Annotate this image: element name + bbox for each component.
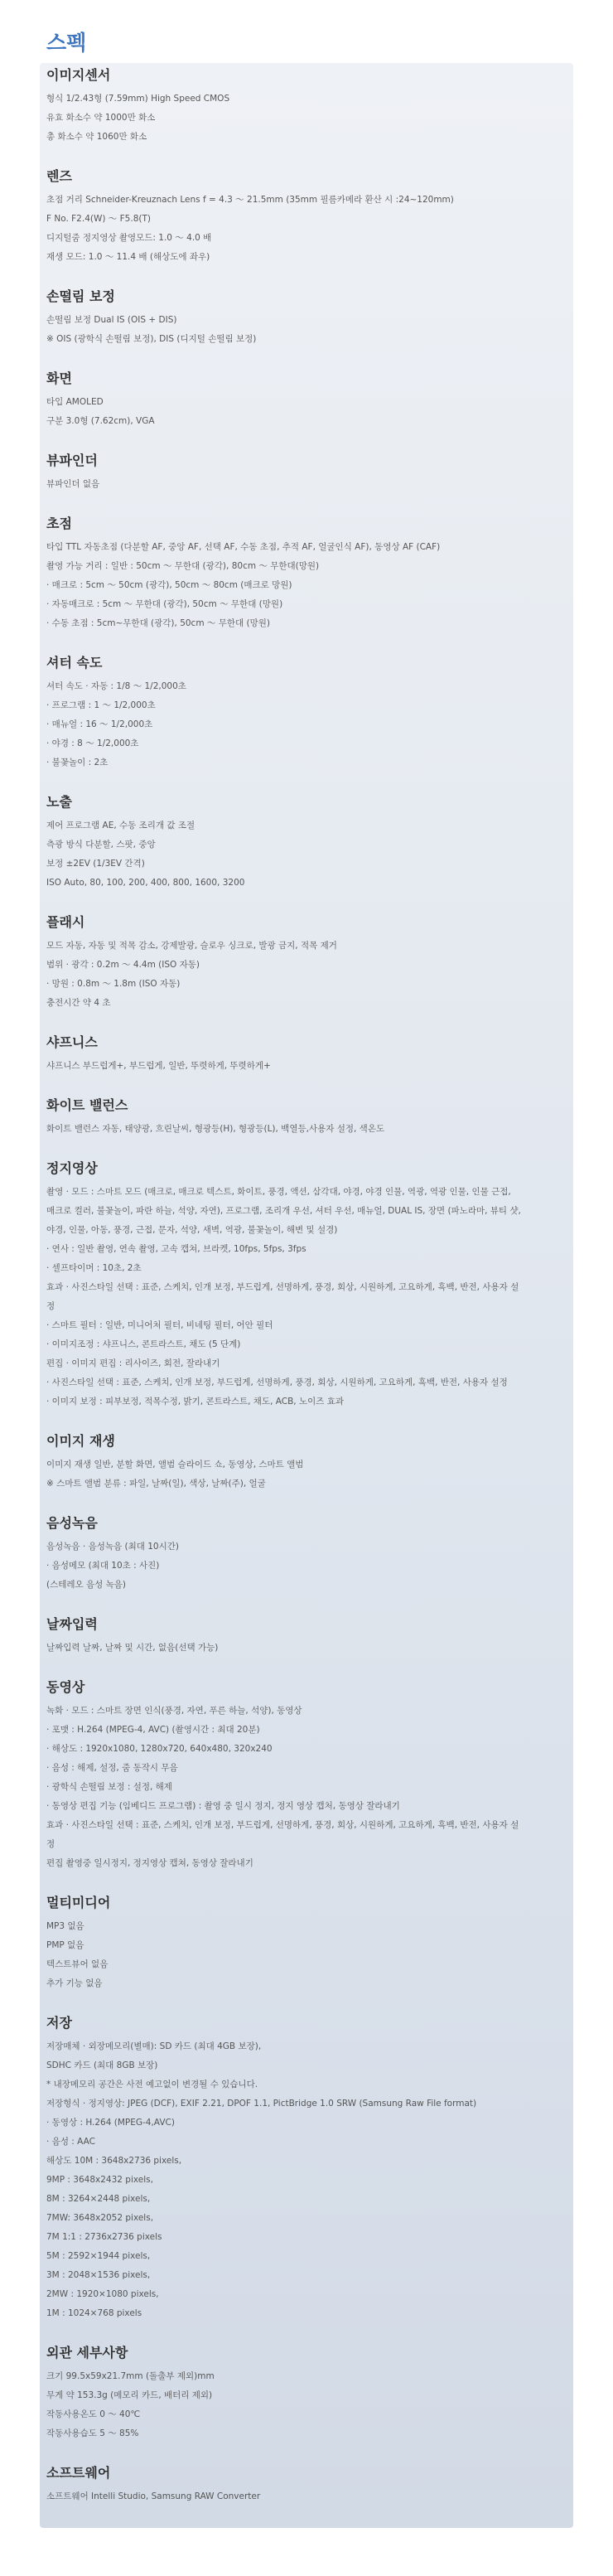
spec-line: 모드 자동, 자동 및 적목 감소, 강제발광, 슬로우 싱크로, 발광 금지, 적목 제거 bbox=[46, 941, 337, 951]
section-title: 동영상 bbox=[46, 1679, 85, 1695]
spec-line: · 포맷 : H.264 (MPEG-4, AVC) (촬영시간 : 최대 20분) bbox=[46, 1725, 260, 1735]
spec-line: · 이미지조정 : 샤프니스, 콘트라스트, 채도 (5 단계) bbox=[46, 1339, 241, 1349]
section-title: 이미지 재생 bbox=[46, 1433, 115, 1449]
section-title: 날짜입력 bbox=[46, 1616, 98, 1632]
spec-section bbox=[46, 2014, 565, 2323]
spec-line: 촬영 가능 거리 : 일반 : 50cm ～ 무한대 (광각), 80cm ～ 무한대(망원) bbox=[46, 561, 320, 571]
spec-line: (스테레오 음성 녹음) bbox=[46, 1580, 127, 1590]
spec-line: SDHC 카드 (최대 8GB 보장) bbox=[46, 2060, 158, 2070]
spec-section bbox=[46, 1615, 565, 1658]
spec-line: F No. F2.4(W) ～ F5.8(T) bbox=[46, 214, 151, 224]
spec-line: · 스마트 필터 : 일반, 미니어처 필터, 비네팅 필터, 어안 필터 bbox=[46, 1320, 273, 1330]
section-title: 이미지센서 bbox=[46, 67, 111, 83]
spec-line: 총 화소수 약 1060만 화소 bbox=[46, 132, 147, 142]
spec-line: * 내장메모리 공간은 사전 예고없이 변경될 수 있습니다. bbox=[46, 2080, 258, 2089]
spec-line: 초점 거리 Schneider-Kreuznach Lens f = 4.3 ～ 21.5mm (35mm 필름카메라 환산 시 :24~120mm) bbox=[46, 195, 454, 205]
section-title: 렌즈 bbox=[46, 168, 72, 184]
spec-line: · 자동매크로 : 5cm ～ 무한대 (광각), 50cm ～ 무한대 (망원) bbox=[46, 599, 283, 609]
spec-line: 편집 촬영중 일시정지, 정지영상 캡쳐, 동영상 잘라내기 bbox=[46, 1858, 253, 1868]
section-title: 소프트웨어 bbox=[46, 2465, 111, 2481]
spec-section bbox=[46, 1097, 565, 1139]
spec-line: 매크로 컬러, 불꽃놀이, 파란 하늘, 석양, 자연), 프로그램, 조리개 우선, 셔터 우선, 매뉴얼, DUAL IS, 장면 (파노라마, 뷰티 샷, bbox=[46, 1206, 521, 1216]
spec-section bbox=[46, 66, 565, 147]
section-title: 외관 세부사항 bbox=[46, 2345, 128, 2361]
spec-line: 정 bbox=[46, 1839, 56, 1849]
spec-line: 저장형식 · 정지영상: JPEG (DCF), EXIF 2.21, DPOF 1.1, PictBridge 1.0 SRW (Samsung Raw File format) bbox=[46, 2099, 477, 2109]
spec-line: 효과 · 사진스타일 선택 : 표준, 스케치, 인개 보정, 부드럽게, 선명하게, 풍경, 회상, 시원하게, 고요하게, 흑백, 반전, 사용자 설 bbox=[46, 1820, 519, 1830]
spec-section bbox=[46, 2344, 565, 2443]
spec-line: 구분 3.0형 (7.62cm), VGA bbox=[46, 416, 155, 426]
section-title: 플래시 bbox=[46, 914, 85, 930]
spec-line: 1M : 1024×768 pixels bbox=[46, 2308, 142, 2318]
spec-line: ※ 스마트 앨범 분류 : 파일, 날짜(일), 색상, 날짜(주), 얼굴 bbox=[46, 1479, 266, 1489]
spec-line: 2MW : 1920×1080 pixels, bbox=[46, 2289, 159, 2299]
spec-line: 녹화 · 모드 : 스마트 장면 인식(풍경, 자연, 푸른 하늘, 석양), 동영상 bbox=[46, 1706, 302, 1716]
section-title: 노출 bbox=[46, 794, 72, 810]
spec-panel bbox=[40, 63, 573, 2528]
spec-line: · 음성 : AAC bbox=[46, 2137, 95, 2147]
section-title: 음성녹음 bbox=[46, 1515, 98, 1531]
spec-line: 야경, 인물, 아동, 풍경, 근접, 문자, 석양, 새벽, 역광, 불꽃놀이, 해변 및 설경) bbox=[46, 1225, 338, 1235]
spec-section bbox=[46, 1034, 565, 1076]
section-title: 뷰파인더 bbox=[46, 453, 98, 468]
spec-line: 추가 기능 없음 bbox=[46, 1978, 103, 1988]
spec-line: 타입 TTL 자동초점 (다분할 AF, 중앙 AF, 선택 AF, 수동 초점, 추적 AF, 얼굴인식 AF), 동영상 AF (CAF) bbox=[46, 542, 441, 552]
spec-section bbox=[46, 452, 565, 494]
spec-line: · 이미지 보정 : 피부보정, 적목수정, 밝기, 콘트라스트, 채도, ACB, 노이즈 효과 bbox=[46, 1397, 345, 1407]
spec-line: 범위 · 광각 : 0.2m ～ 4.4m (ISO 자동) bbox=[46, 960, 200, 970]
spec-line: · 망원 : 0.8m ～ 1.8m (ISO 자동) bbox=[46, 979, 181, 989]
spec-section bbox=[46, 288, 565, 349]
spec-line: 7MW: 3648x2052 pixels, bbox=[46, 2213, 154, 2223]
spec-line: 화이트 밸런스 자동, 태양광, 흐린날씨, 형광등(H), 형광등(L), 백열등,사용자 설정, 색온도 bbox=[46, 1124, 385, 1134]
section-title: 샤프니스 bbox=[46, 1034, 98, 1050]
spec-line: 소프트웨어 Intelli Studio, Samsung RAW Converter bbox=[46, 2491, 261, 2501]
section-title: 화이트 밸런스 bbox=[46, 1097, 128, 1113]
spec-line: ISO Auto, 80, 100, 200, 400, 800, 1600, 3200 bbox=[46, 878, 245, 888]
spec-line: 효과 · 사진스타일 선택 : 표준, 스케치, 인개 보정, 부드럽게, 선명하게, 풍경, 회상, 시원하게, 고요하게, 흑백, 반전, 사용자 설 bbox=[46, 1282, 519, 1292]
spec-line: PMP 없음 bbox=[46, 1940, 84, 1950]
spec-line: 음성녹음 · 음성녹음 (최대 10시간) bbox=[46, 1542, 179, 1552]
spec-line: 날짜입력 날짜, 날짜 및 시간, 없음(선택 가능) bbox=[46, 1643, 219, 1653]
spec-section bbox=[46, 1432, 565, 1494]
spec-line: 작동사용온도 0 ～ 40℃ bbox=[46, 2409, 141, 2419]
spec-line: · 셀프타이머 : 10초, 2초 bbox=[46, 1263, 142, 1273]
spec-line: 텍스트뷰어 없음 bbox=[46, 1959, 109, 1969]
spec-line: 보정 ±2EV (1/3EV 간격) bbox=[46, 859, 145, 869]
page-title: 스펙 bbox=[46, 31, 87, 55]
spec-section bbox=[46, 1160, 565, 1411]
spec-line: 9MP : 3648x2432 pixels, bbox=[46, 2175, 153, 2185]
spec-line: 저장매체 · 외장메모리(별매): SD 카드 (최대 4GB 보장), bbox=[46, 2041, 262, 2051]
spec-line: · 사진스타일 선택 : 표준, 스케치, 인개 보정, 부드럽게, 선명하게, 풍경, 회상, 시원하게, 고요하게, 흑백, 반전, 사용자 설정 bbox=[46, 1378, 508, 1387]
spec-line: 무게 약 153.3g (메모리 카드, 배터리 제외) bbox=[46, 2390, 213, 2400]
section-title: 멀티미디어 bbox=[46, 1895, 111, 1910]
section-title: 저장 bbox=[46, 2015, 72, 2031]
spec-line: 편집 · 이미지 편집 : 리사이즈, 회전, 잘라내기 bbox=[46, 1358, 220, 1368]
spec-line: 디지털줌 정지영상 촬영모드: 1.0 ～ 4.0 배 bbox=[46, 233, 212, 243]
spec-line: 촬영 · 모드 : 스마트 모드 (매크로, 매크로 텍스트, 화이트, 풍경, 액션, 삼각대, 야경, 야경 인물, 역광, 역광 인물, 인물 근접, bbox=[46, 1187, 511, 1197]
spec-line: · 해상도 : 1920x1080, 1280x720, 640x480, 320x240 bbox=[46, 1744, 273, 1754]
spec-line: · 매크로 : 5cm ～ 50cm (광각), 50cm ～ 80cm (매크로 망원) bbox=[46, 580, 292, 590]
spec-line: 크기 99.5x59x21.7mm (돌출부 제외)mm bbox=[46, 2371, 215, 2381]
section-title: 정지영상 bbox=[46, 1160, 98, 1176]
spec-line: 정 bbox=[46, 1301, 56, 1311]
spec-section bbox=[46, 1678, 565, 1873]
spec-line: · 프로그램 : 1 ～ 1/2,000초 bbox=[46, 700, 156, 710]
spec-line: 손떨림 보정 Dual IS (OIS + DIS) bbox=[46, 315, 177, 325]
spec-line: 3M : 2048×1536 pixels, bbox=[46, 2270, 151, 2280]
spec-section bbox=[46, 2464, 565, 2506]
spec-line: 제어 프로그램 AE, 수동 조리개 값 조절 bbox=[46, 821, 195, 830]
spec-line: · 야경 : 8 ～ 1/2,000초 bbox=[46, 738, 139, 748]
spec-line: 해상도 10M : 3648x2736 pixels, bbox=[46, 2156, 182, 2166]
section-title: 화면 bbox=[46, 370, 72, 386]
spec-section bbox=[46, 1894, 565, 1993]
spec-line: 뷰파인더 없음 bbox=[46, 479, 100, 489]
spec-line: 측광 방식 다분할, 스팟, 중앙 bbox=[46, 840, 156, 850]
spec-line: · 불꽃놀이 : 2초 bbox=[46, 758, 109, 767]
spec-section bbox=[46, 913, 565, 1013]
spec-line: 작동사용습도 5 ～ 85% bbox=[46, 2428, 139, 2438]
spec-line: 형식 1/2.43형 (7.59mm) High Speed CMOS bbox=[46, 94, 230, 104]
spec-line: 타입 AMOLED bbox=[46, 397, 104, 407]
spec-section bbox=[46, 370, 565, 431]
spec-section bbox=[46, 167, 565, 267]
spec-section bbox=[46, 793, 565, 893]
spec-line: 이미지 재생 일반, 분할 화면, 앨범 슬라이드 쇼, 동영상, 스마트 앨범 bbox=[46, 1460, 304, 1470]
spec-section bbox=[46, 515, 565, 633]
spec-line: · 동영상 편집 기능 (임베디드 프로그램) : 촬영 중 일시 정지, 정지 영상 캡처, 동영상 잘라내기 bbox=[46, 1801, 400, 1811]
spec-line: 8M : 3264×2448 pixels, bbox=[46, 2194, 151, 2204]
spec-line: 재생 모드: 1.0 ～ 11.4 배 (해상도에 좌우) bbox=[46, 252, 210, 262]
spec-line: 셔터 속도 · 자동 : 1/8 ～ 1/2,000초 bbox=[46, 681, 186, 691]
spec-line: · 음성 : 해제, 설정, 줌 동작시 무음 bbox=[46, 1763, 178, 1773]
spec-section bbox=[46, 1514, 565, 1595]
spec-line: · 음성메모 (최대 10초 : 사진) bbox=[46, 1561, 160, 1571]
spec-line: · 연사 : 일반 촬영, 연속 촬영, 고속 캡쳐, 브라켓, 10fps, 5fps, 3fps bbox=[46, 1244, 306, 1254]
spec-section bbox=[46, 654, 565, 772]
spec-line: · 광학식 손떨림 보정 : 설정, 해제 bbox=[46, 1782, 172, 1792]
spec-line: · 수동 초점 : 5cm~무한대 (광각), 50cm ～ 무한대 (망원) bbox=[46, 618, 270, 628]
spec-line: 충전시간 약 4 초 bbox=[46, 998, 111, 1008]
spec-line: 5M : 2592×1944 pixels, bbox=[46, 2251, 151, 2261]
spec-line: 7M 1:1 : 2736x2736 pixels bbox=[46, 2232, 162, 2242]
section-title: 초점 bbox=[46, 516, 72, 531]
spec-line: 샤프니스 부드럽게+, 부드럽게, 일반, 뚜렷하게, 뚜렷하게+ bbox=[46, 1061, 271, 1071]
spec-line: ※ OIS (광학식 손떨림 보정), DIS (디지털 손떨림 보정) bbox=[46, 334, 257, 344]
section-title: 셔터 속도 bbox=[46, 655, 103, 671]
spec-line: MP3 없음 bbox=[46, 1921, 84, 1931]
spec-line: 유효 화소수 약 1000만 화소 bbox=[46, 113, 156, 123]
spec-line: · 매뉴얼 : 16 ～ 1/2,000초 bbox=[46, 719, 153, 729]
spec-line: · 동영상 : H.264 (MPEG-4,AVC) bbox=[46, 2118, 175, 2128]
section-title: 손떨림 보정 bbox=[46, 288, 115, 304]
